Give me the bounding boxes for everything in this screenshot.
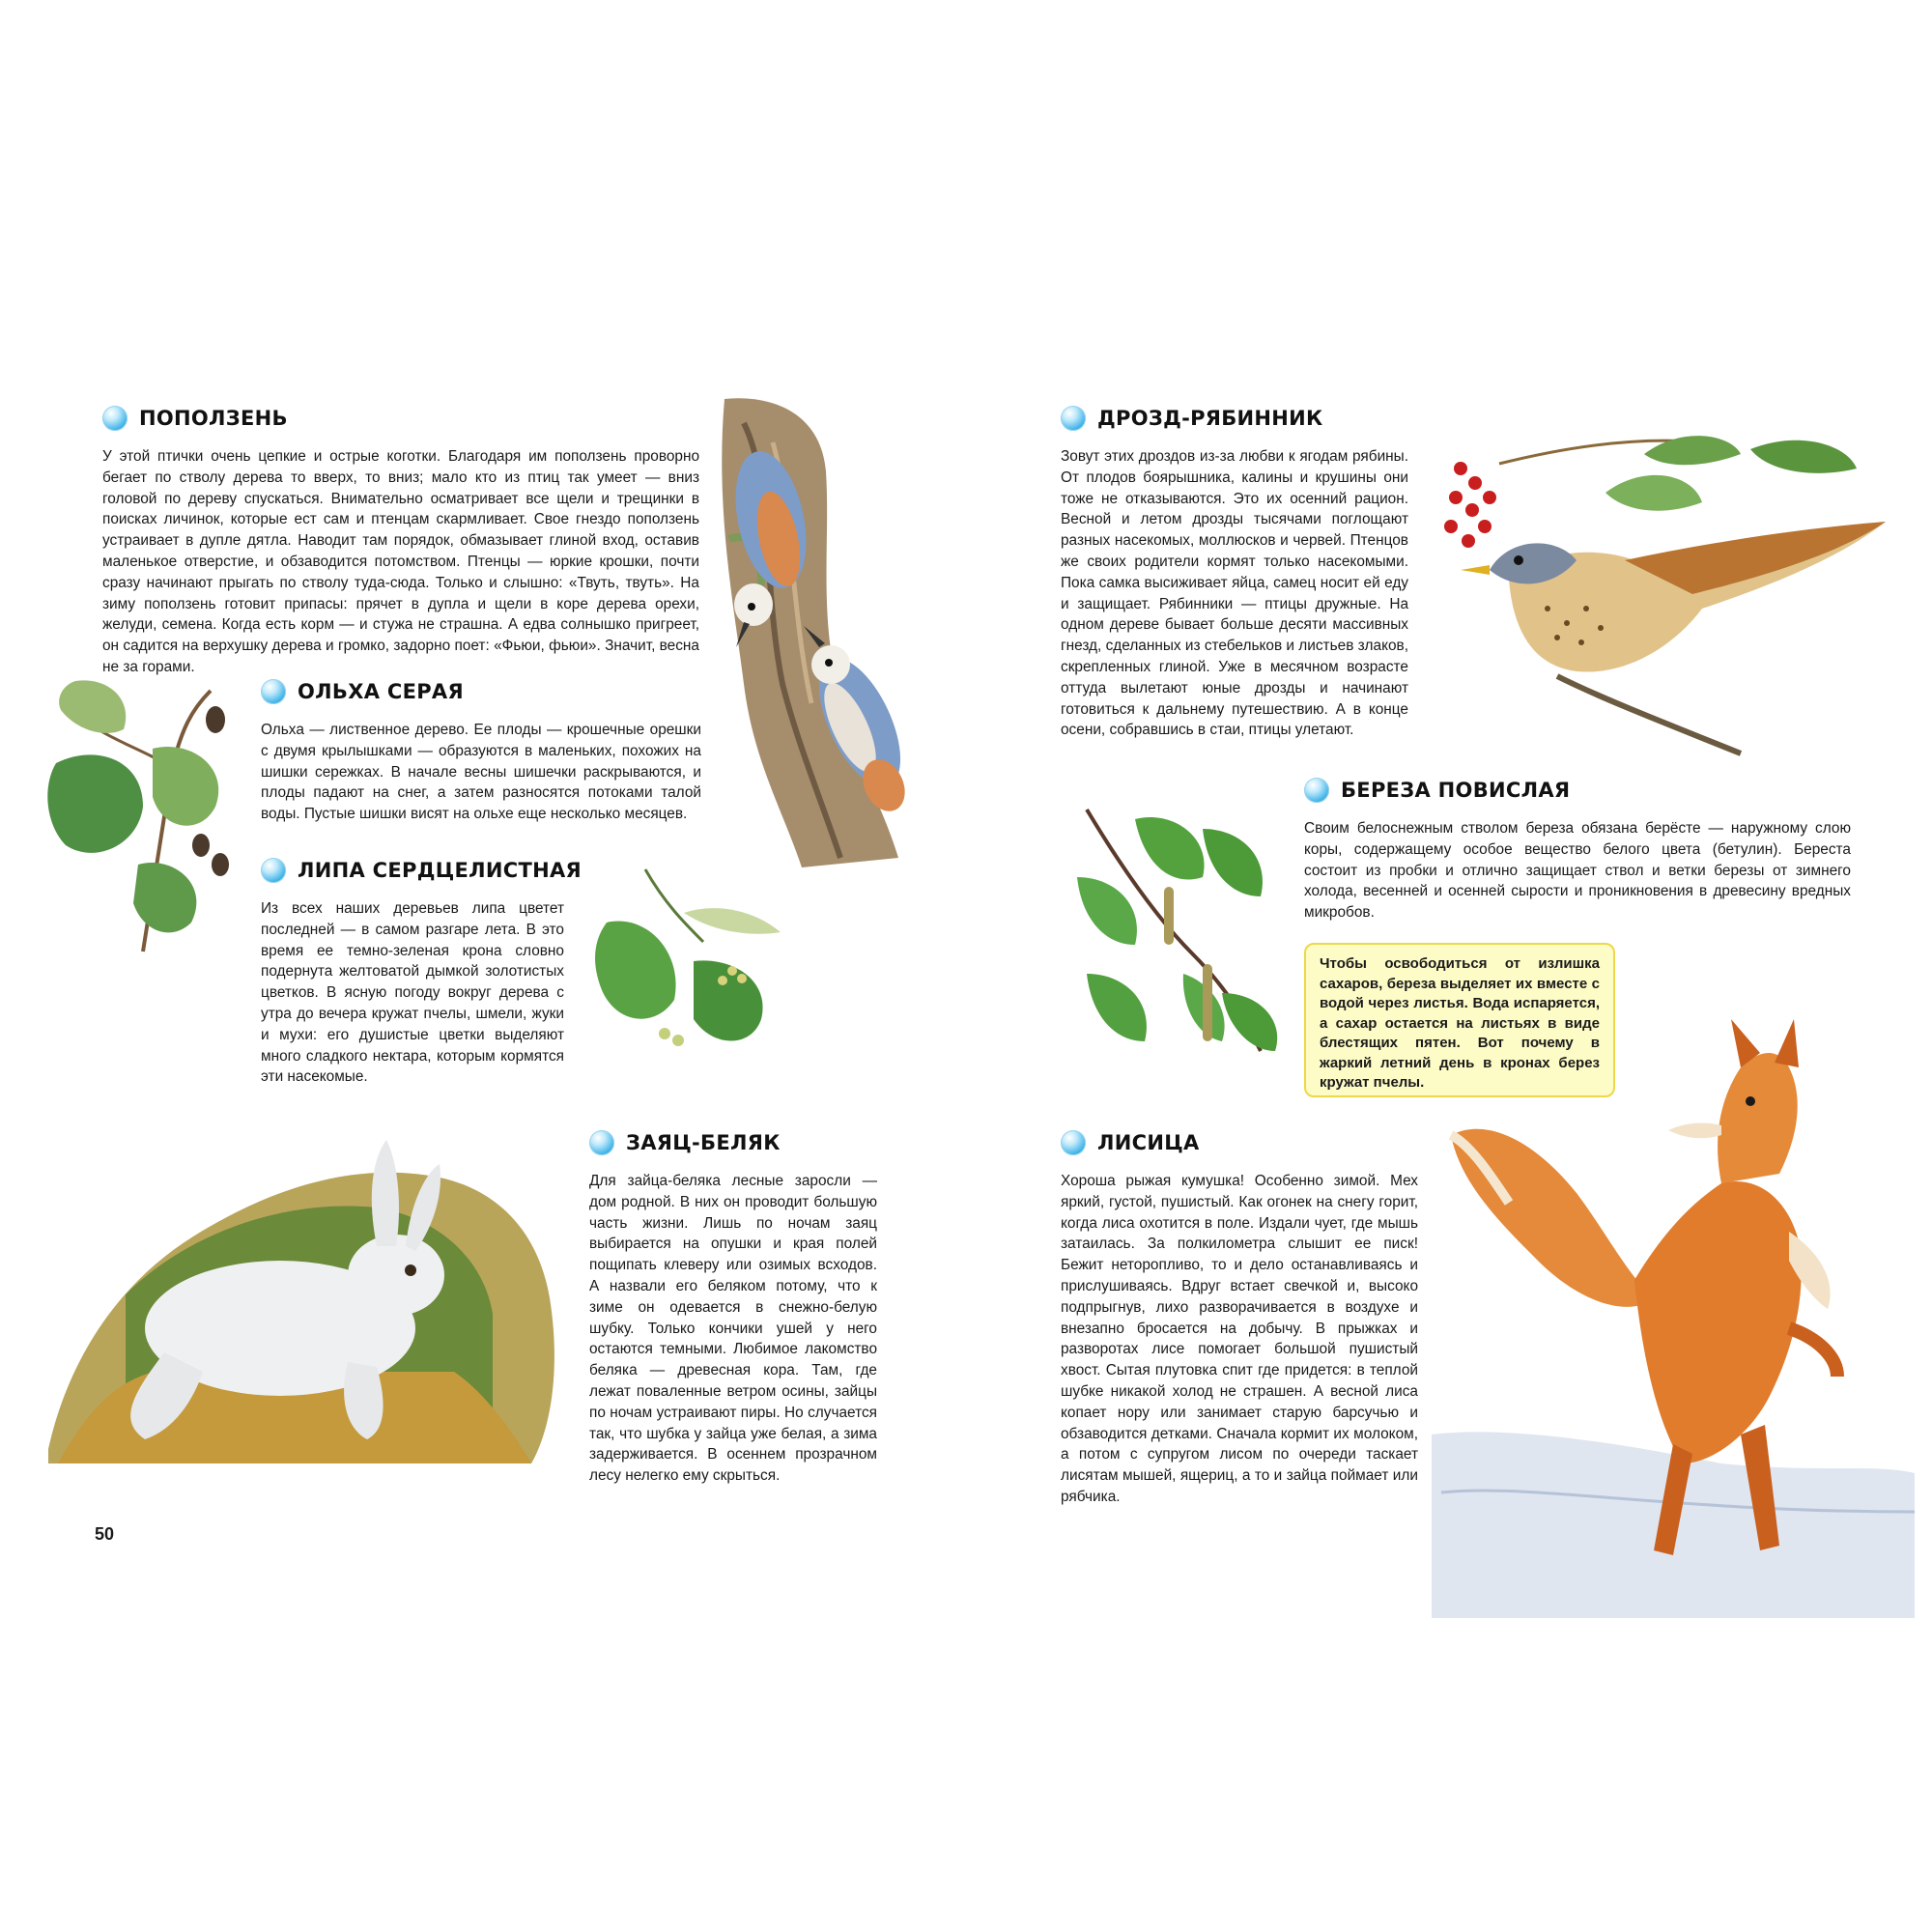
text-olha: Ольха — лиственное дерево. Ее плоды — крошечные орешки с двумя крылышками — образуются в маленьких, похожих на шишки сережках. В начале весны шишечки раскрываются, и плоды падают на снег, а затем разносятся потоками талой воды. Пустые шишки висят на ольхе еще несколько месяцев.: [261, 722, 701, 823]
text-lipa: Из всех наших деревьев липа цветет последней — в самом разгаре лета. В это время ее темно-зеленая крона словно подернута желтоватой дымкой золотистых цветков. В ясную погоду вокруг дерева с утра до вечера кружат пчелы, шмели, жуки и мухи: его душистые цветки выделяют много сладкого нектара, которым кормятся эти насекомые.: [261, 900, 564, 1086]
text-drozd: Зовут этих дроздов из-за любви к ягодам рябины. От плодов боярышника, калины и крушины они тоже не отказываются. Это их осенний рацион. Весной и летом дрозды тысячами поглощают разных насекомых, моллюсков и червей. Птенцов же своих родители кормят только насекомыми. Пока самка высиживает яйца, самец носит ей еду и защищает. Рябинники — птицы дружные. На одном дереве бывает больше десяти массивных гнезд, сделанных из стебельков и листьев злаков, скрепленных глиной. Уже в месячном возрасте оттуда вылетают юные дрозды и начинают готовиться к дальнему путешествию. А в конце осени, собравшись в стаи, птицы улетают.: [1061, 448, 1408, 739]
text-lisica: Хороша рыжая кумушка! Особенно зимой. Мех яркий, густой, пушистый. Как огонек на снегу горит, когда лиса охотится в поле. Издали чует, где мышь затаилась. За полкилометра слышит ее писк! Бежит неторопливо, то и дело останавливаясь и прислушиваясь. Вдруг встает свечкой и, высоко подпрыгнув, лихо разворачивается в воздухе и внезапно бросается на добычу. В прыжках и разворотах лисе помогает большой пушистый хвост. Сытая плутовка спит где придется: в теплой шубке никакой холод не страшен. А весной лиса копает нору или занимает старую барсучью и обзаводится детками. Сначала кормит их молоком, а потом с супругом лисом по очереди таскает лисятам мышей, ящериц, а то и зайца поймает или рябчика.: [1061, 1173, 1418, 1505]
linden-illustration: [587, 865, 790, 1058]
section-title-lisica: ЛИСИЦА: [1061, 1130, 1200, 1155]
text-zayac: Для зайца-беляка лесные заросли — дом родной. В них он проводит большую часть жизни. Лишь по ночам заяц выбирается на опушки и края полей пощипать клеверу или озимых всходов. А назвали его беляком потому, что к зиме он одевается в снежно-белую шубку. Только кончики ушей у него остаются темными. Любимое лакомство беляка — древесная кора. Там, где лежат поваленные ветром осины, зайцы по ночам устраивают пиры. Но случается так, что шубка у зайца уже белая, а зима задерживается. В осеннем прозрачном лесу нелегко ему скрыться.: [589, 1173, 877, 1485]
page-number: 50: [95, 1524, 115, 1544]
birch-note-text: Чтобы освободиться от излишка сахаров, береза выделяет их вместе с водой через листья. Вода испаряется, а сахар остается на листьях в виде блестящих пятен. Вот почему в жаркий летний день в кронах берез кружат пчелы.: [1320, 955, 1600, 1091]
text-bereza: Своим белоснежным стволом береза обязана берёсте — наружному слою коры, содержащему особое вещество белого цвета (бетулин). Береста состоит из пробки и отлично защищает ствол и ветки березы от зимнего холода, весенней и осенней сырости и проникновения в древесину вредных микробов.: [1304, 820, 1851, 922]
section-title-bereza: БЕРЕЗА ПОВИСЛАЯ: [1304, 778, 1570, 803]
fieldfare-illustration: [1432, 425, 1895, 773]
bullet-icon: [1061, 1130, 1086, 1155]
nuthatch-illustration: [715, 394, 927, 867]
section-title-zayac: ЗАЯЦ-БЕЛЯК: [589, 1130, 781, 1155]
bullet-icon: [102, 406, 128, 431]
bullet-icon: [1304, 778, 1329, 803]
bullet-icon: [1061, 406, 1086, 431]
bullet-icon: [261, 858, 286, 883]
fox-illustration: [1432, 1009, 1915, 1618]
section-title-drozd: ДРОЗД-РЯБИННИК: [1061, 406, 1323, 431]
birch-illustration: [1058, 800, 1290, 1080]
section-title-olha: ОЛЬХА СЕРАЯ: [261, 679, 464, 704]
section-title-lipa: ЛИПА СЕРДЦЕЛИСТНАЯ: [261, 858, 582, 883]
text-popolzen: У этой птички очень цепкие и острые коготки. Благодаря им поползень проворно бегает по стволу дерева то вверх, то вниз; мало кто из птиц так умеет — вниз головой по дереву спускаться. Внимательно осматривает все щели и трещинки в поисках личинок, которые ест сам и птенцам скармливает. Свое гнездо поползень устраивает в дупле дятла. Наводит там порядок, обмазывает глиной вход, оставив маленькое отверстие, и обзаводится потомством. Птенцы — юркие крошки, почти сразу начинают прыгать по стволу туда-сюда. Только и слышно: «Твуть, твуть». На зиму поползень готовит припасы: прячет в дупла и щели в коре дерева орехи, желуди, семена. Когда есть корм — и стужа не страшна. А едва солнышко пригреет, он садится на верхушку дерева и громко, задорно поет: «Фьюи, фьюи». Значит, весна не за горами.: [102, 448, 699, 675]
hare-illustration: [29, 1121, 565, 1473]
alder-illustration: [46, 671, 240, 961]
bullet-icon: [589, 1130, 614, 1155]
section-title-popolzen: ПОПОЛЗЕНЬ: [102, 406, 288, 431]
bullet-icon: [261, 679, 286, 704]
